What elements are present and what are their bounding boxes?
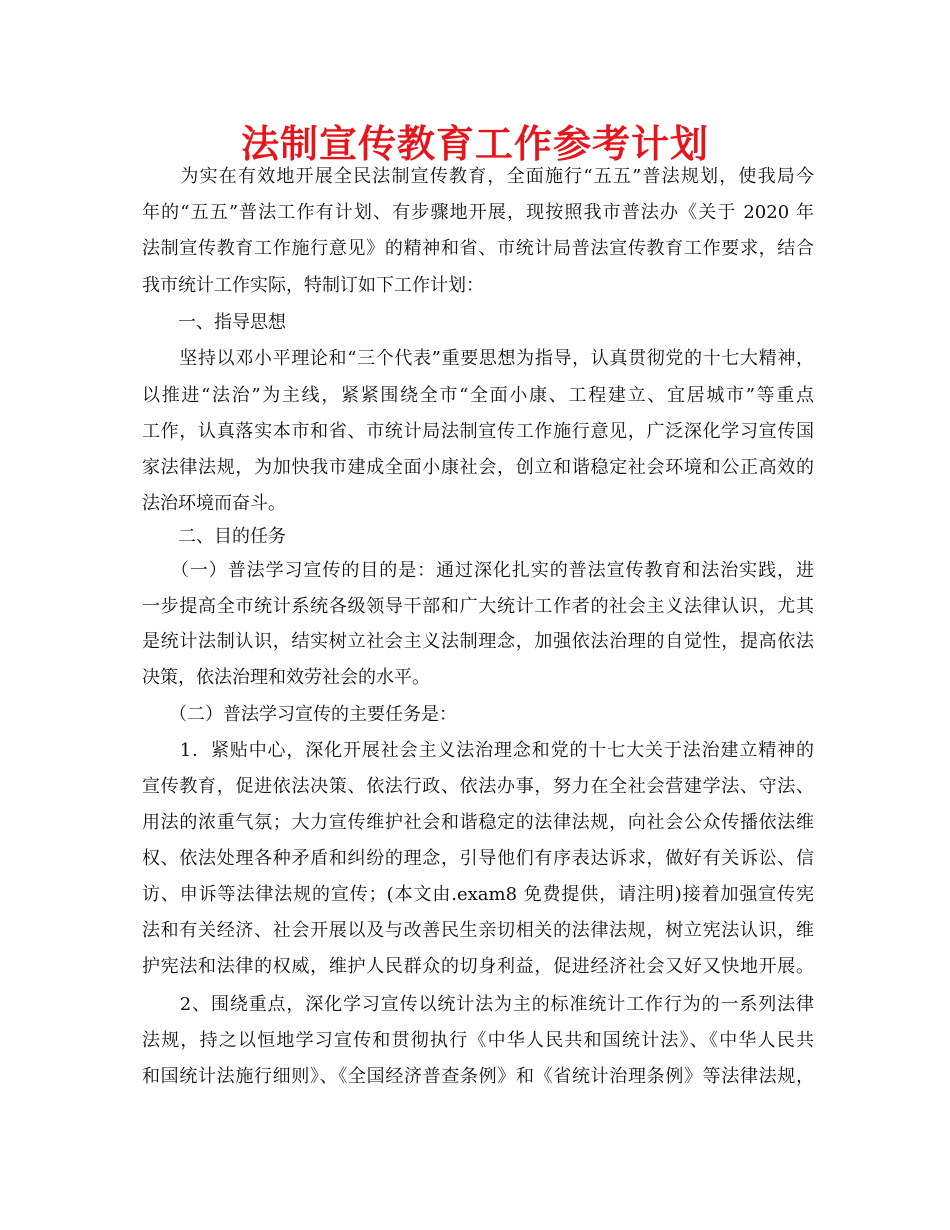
body-line-3: 法制宣传教育工作施行意见》的精神和省、市统计局普法宣传教育工作要求，结合 xyxy=(142,238,814,259)
body-line-13: 一步提高全市统计系统各级领导干部和广大统计工作者的社会主义法律认识，尤其 xyxy=(142,596,814,617)
body-line-1: 为实在有效地开展全民法制宣传教育，全面施行“五五”普法规划，使我局今 xyxy=(142,166,814,187)
body-line-18: 宣传教育，促进依法决策、依法行政、依法办事，努力在全社会营建学法、守法、 xyxy=(142,776,814,797)
body-line-24: 2、围绕重点，深化学习宣传以统计法为主的标准统计工作行为的一系列法律 xyxy=(142,994,814,1015)
body-line-12: （一）普法学习宣传的目的是：通过深化扎实的普法宣传教育和法治实践，进 xyxy=(142,560,814,581)
body-line-4: 我市统计工作实际，特制订如下工作计划： xyxy=(142,275,484,296)
body-line-20: 权、依法处理各种矛盾和纠纷的理念，引导他们有序表达诉求，做好有关诉讼、信 xyxy=(142,848,814,869)
body-line-9: 家法律法规，为加快我市建成全面小康社会，创立和谐稳定社会环境和公正高效的 xyxy=(142,457,814,478)
body-line-7: 以推进“法治”为主线，紧紧围绕全市“全面小康、工程建立、宜居城市”等重点 xyxy=(142,385,814,406)
body-line-6: 坚持以邓小平理论和“三个代表”重要思想为指导，认真贯彻党的十七大精神， xyxy=(142,348,814,369)
body-line-22: 法和有关经济、社会开展以及与改善民生亲切相关的法律法规，树立宪法认识，维 xyxy=(142,920,814,941)
body-line-15: 决策，依法治理和效劳社会的水平。 xyxy=(142,667,430,688)
body-line-8: 工作，认真落实本市和省、市统计局法制宣传工作施行意见，广泛深化学习宣传国 xyxy=(142,421,814,442)
body-line-16: （二）普法学习宣传的主要任务是： xyxy=(142,704,457,725)
section-heading-1: 一、指导思想 xyxy=(142,312,286,333)
body-line-19: 用法的浓重气氛；大力宣传维护社会和谐稳定的法律法规，向社会公众传播依法维 xyxy=(142,812,814,833)
body-line-14: 是统计法制认识，结实树立社会主义法制理念，加强依法治理的自觉性，提高依法 xyxy=(142,631,814,652)
body-line-23: 护宪法和法律的权威，维护人民群众的切身利益，促进经济社会又好又快地开展。 xyxy=(142,956,814,977)
body-line-25: 法规，持之以恒地学习宣传和贯彻执行《中华人民共和国统计法》、《中华人民共 xyxy=(142,1030,814,1051)
section-heading-2: 二、目的任务 xyxy=(142,526,286,547)
body-line-17: 1．紧贴中心，深化开展社会主义法治理念和党的十七大关于法治建立精神的 xyxy=(142,740,814,761)
body-line-26: 和国统计法施行细则》、《全国经济普查条例》和《省统计治理条例》等法律法规， xyxy=(142,1066,814,1087)
body-line-10: 法治环境而奋斗。 xyxy=(142,493,286,514)
document-title: 法制宣传教育工作参考计划 xyxy=(240,122,709,166)
body-line-2: 年的“五五”普法工作有计划、有步骤地开展，现按照我市普法办《关于 2020 年 xyxy=(142,202,814,223)
body-line-21: 访、申诉等法律法规的宣传；(本文由.exam8 免费提供，请注明)接着加强宣传宪 xyxy=(142,884,814,905)
